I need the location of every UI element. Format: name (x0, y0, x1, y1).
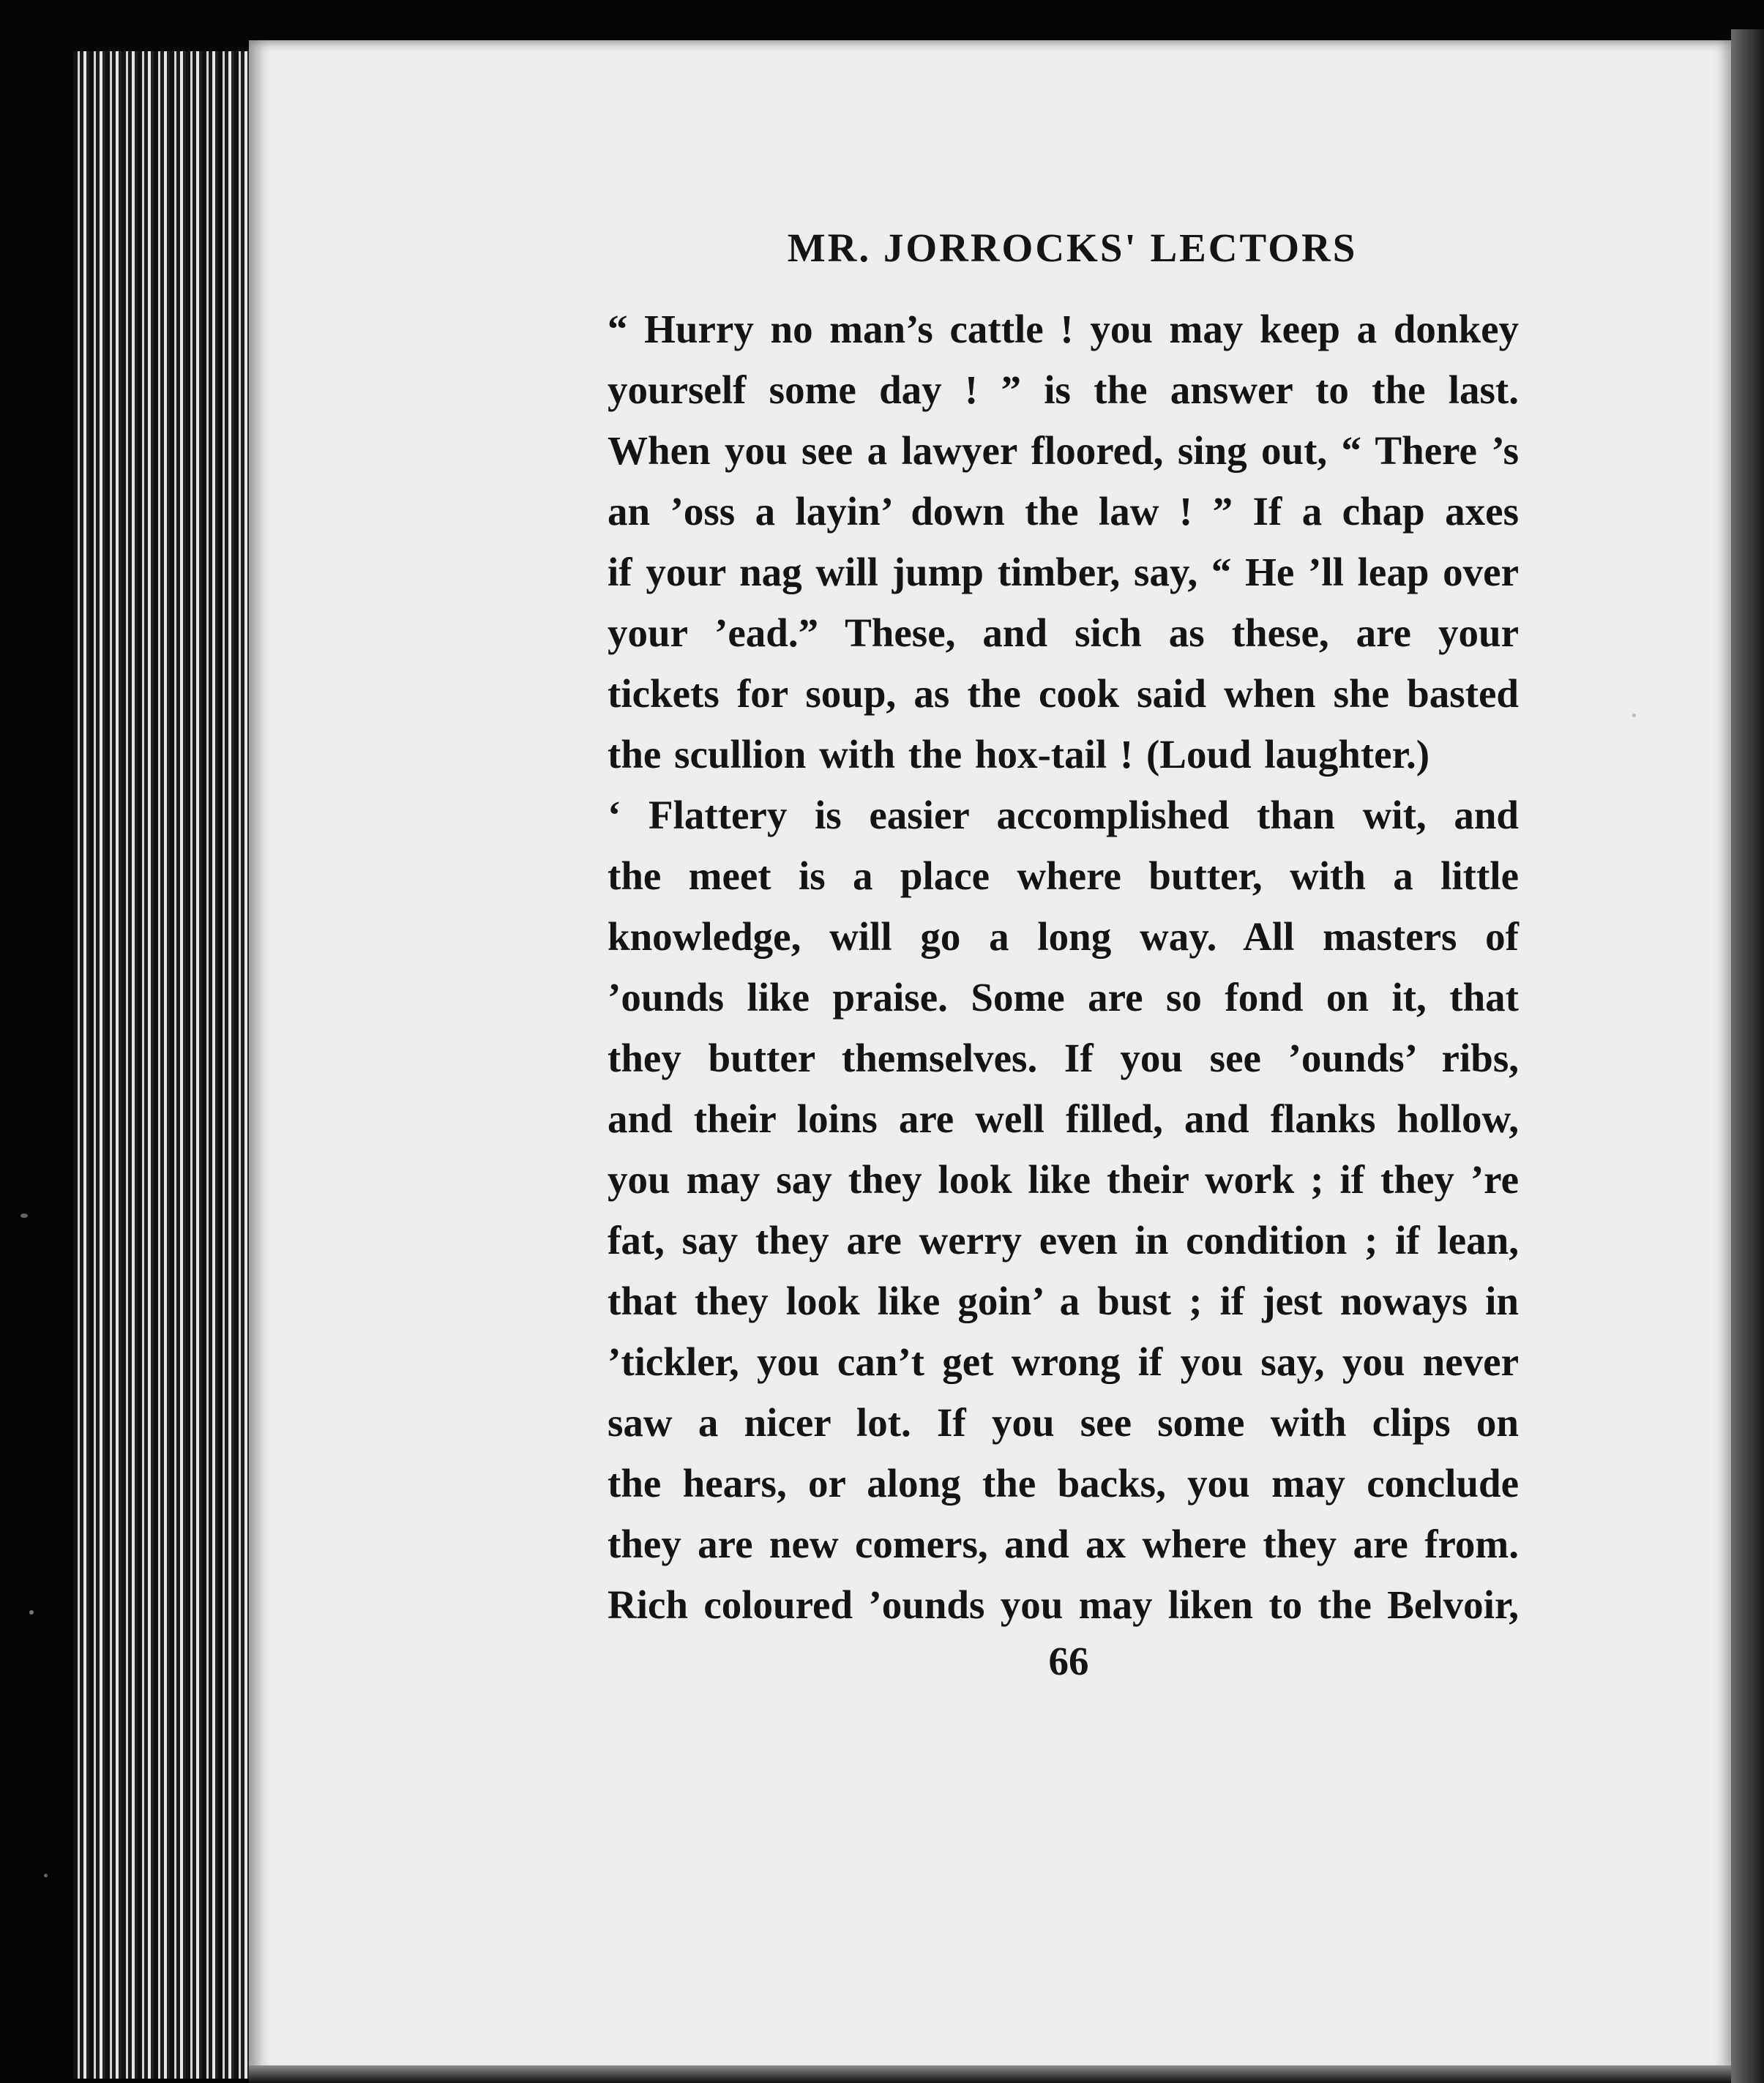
scan-speck (44, 1874, 48, 1877)
text-line: you may say they look like their work ; if they ’re (608, 1157, 1519, 1202)
text-line: that they look like goin’ a bust ; if jest noways in (608, 1279, 1519, 1323)
scan-speck (29, 1610, 34, 1615)
text-line: the meet is a place where butter, with a little (608, 853, 1519, 898)
text-line: ’ounds like praise. Some are so fond on it, that (608, 975, 1519, 1020)
text-line: “ Hurry no man’s cattle ! you may keep a donkey (608, 307, 1519, 351)
text-line: they butter themselves. If you see ’ounds’ ribs, (608, 1036, 1519, 1080)
page-number: 66 (1048, 1639, 1089, 1683)
book-page-edges (73, 51, 278, 2079)
text-line: they are new comers, and ax where they are from. (608, 1522, 1519, 1566)
page-right-shadow (1731, 29, 1764, 2083)
text-line: an ’oss a layin’ down the law ! ” If a chap axes (608, 489, 1519, 534)
text-line: knowledge, will go a long way. All masters of (608, 914, 1519, 959)
text-line: yourself some day ! ” is the answer to the last. (608, 367, 1519, 412)
body-text (608, 299, 1519, 1635)
text-line: and their loins are well filled, and flanks hollow, (608, 1096, 1519, 1141)
text-line: Rich coloured ’ounds you may liken to the Belvoir, (608, 1582, 1519, 1627)
text-line: When you see a lawyer floored, sing out, “ There ’s (608, 428, 1519, 473)
text-line: your ’ead.” These, and sich as these, are your (608, 610, 1519, 655)
scan-speck (1632, 714, 1636, 717)
text-line: tickets for soup, as the cook said when she basted (608, 671, 1519, 716)
running-head: MR. JORROCKS' LECTORS (787, 225, 1358, 270)
text-line: if your nag will jump timber, say, “ He ’ll leap over (608, 550, 1519, 594)
text-line: ’tickler, you can’t get wrong if you say, you never (608, 1339, 1519, 1384)
text-line: saw a nicer lot. If you see some with clips on (608, 1400, 1519, 1445)
text-line: the hears, or along the backs, you may conclude (608, 1461, 1519, 1506)
page-bottom-edge (249, 2065, 1731, 2083)
text-line: fat, say they are werry even in condition ; if lean, (608, 1218, 1519, 1263)
text-line: the scullion with the hox-tail ! (Loud laughter.) (608, 732, 1430, 777)
scan-speck (20, 1213, 28, 1218)
text-line: ‘ Flattery is easier accomplished than wit, and (608, 793, 1519, 837)
